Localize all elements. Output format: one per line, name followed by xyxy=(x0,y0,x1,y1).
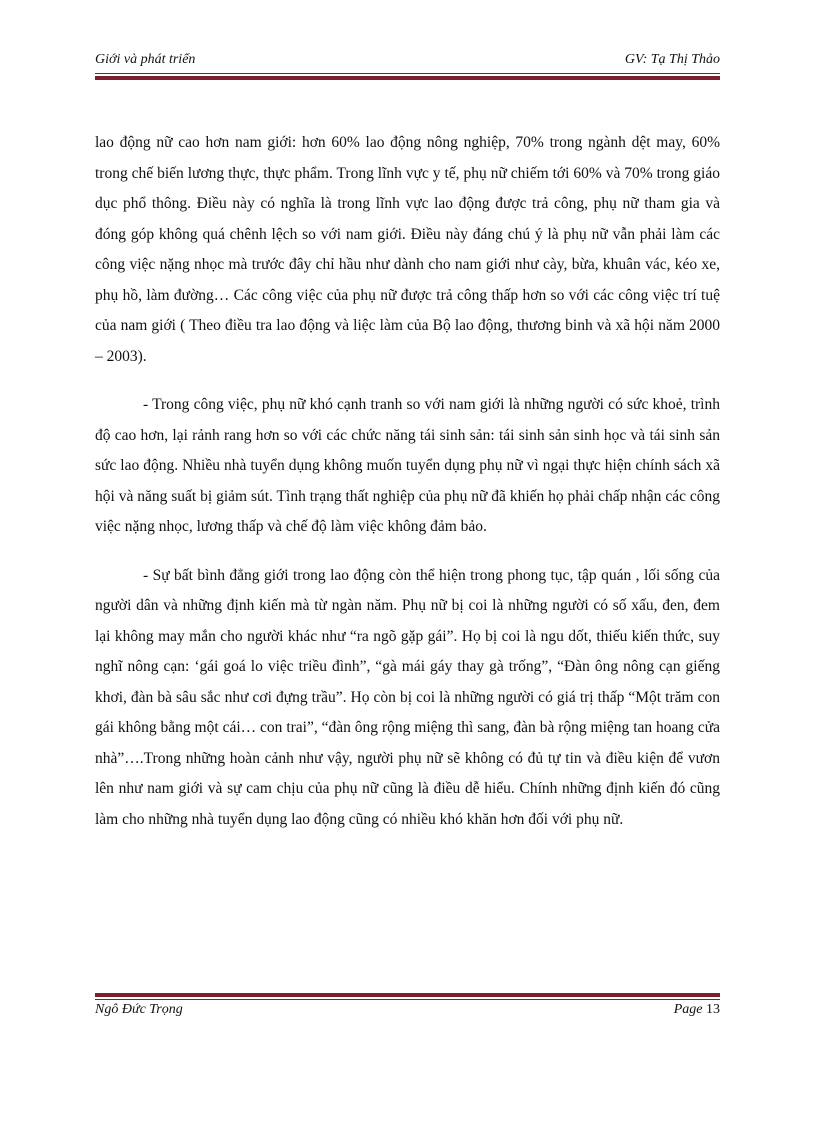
header-lecturer: GV: Tạ Thị Thảo xyxy=(624,52,720,67)
header-rule-thin xyxy=(95,73,720,74)
page-label: Page xyxy=(673,1002,703,1017)
paragraph-1: lao động nữ cao hơn nam giới: hơn 60% lao động nông nghiệp, 70% trong ngành dệt may, 60% trong chế biến lương thực, thực phẩm. Trong lĩnh vực y tế, phụ nữ chiếm tới 60% và 70% trong giáo dục phổ thông. Điều này có nghĩa là trong lĩnh vực lao động được trả công, phụ nữ tham gia và đóng góp không quá chênh lệch so với nam giới. Điều này đáng chú ý là phụ nữ vẫn phải làm các công việc nặng nhọc mà trước đây chỉ hầu như dành cho nam giới như cày, bừa, khuân vác, kéo xe, phụ hồ, làm đường… Các công việc của phụ nữ được trả công thấp hơn so với các công việc trí tuệ của nam giới ( Theo điều tra lao động và liệc làm của Bộ lao động, thương binh và xã hội năm 2000 – 2003). xyxy=(95,134,720,365)
page-indicator xyxy=(674,1002,720,1018)
header-rule-thick xyxy=(95,76,720,80)
body-text xyxy=(95,128,720,853)
footer-author: Ngô Đức Trọng xyxy=(95,1002,183,1017)
footer-rule-thick xyxy=(95,993,720,997)
header-rule xyxy=(95,73,720,80)
paragraph-3: - Sự bất bình đẳng giới trong lao động còn thể hiện trong phong tục, tập quán , lối sống của người dân và những định kiến mà từ ngàn năm. Phụ nữ bị coi là những người có số xấu, đen, đem lại không may mắn cho người khác như “ra ngõ gặp gái”. Họ bị coi là ngu dốt, thiếu kiến thức, suy nghĩ nông cạn: ‘gái goá lo việc triều đình”, “gà mái gáy thay gà trống”, “Đàn ông nông cạn giếng khơi, đàn bà sâu sắc như cơi đựng trầu”. Họ còn bị coi là những người có giá trị thấp “Một trăm con gái không bằng một cái… con trai”, “đàn ông rộng miệng thì sang, đàn bà rộng miệng tan hoang cửa nhà”….Trong những hoàn cảnh như vậy, người phụ nữ sẽ không có đủ tự tin và điều kiện để vươn lên như nam giới và sự cam chịu của phụ nữ cũng là điều dễ hiểu. Chính những định kiến đó cũng làm cho những nhà tuyển dụng lao động cũng có nhiều khó khăn hơn đối với phụ nữ. xyxy=(95,566,720,828)
paragraph-2: - Trong công việc, phụ nữ khó cạnh tranh so với nam giới là những người có sức khoẻ, trình độ cao hơn, lại rảnh rang hơn so với các chức năng tái sinh sản: tái sinh sản sinh học và tái sinh sản sức lao động. Nhiều nhà tuyển dụng không muốn tuyển dụng phụ nữ vì ngại thực hiện chính sách xã hội và năng suất bị giảm sút. Tình trạng thất nghiệp của phụ nữ đã khiến họ phải chấp nhận các công việc nặng nhọc, lương thấp và chế độ làm việc không đảm bảo. xyxy=(95,396,720,535)
page-header xyxy=(95,52,720,72)
page-footer xyxy=(95,1002,720,1022)
page-number: 13 xyxy=(706,1002,720,1017)
footer-rule xyxy=(95,993,720,1000)
footer-rule-thin xyxy=(95,999,720,1000)
header-course-title: Giới và phát triển xyxy=(95,52,196,67)
